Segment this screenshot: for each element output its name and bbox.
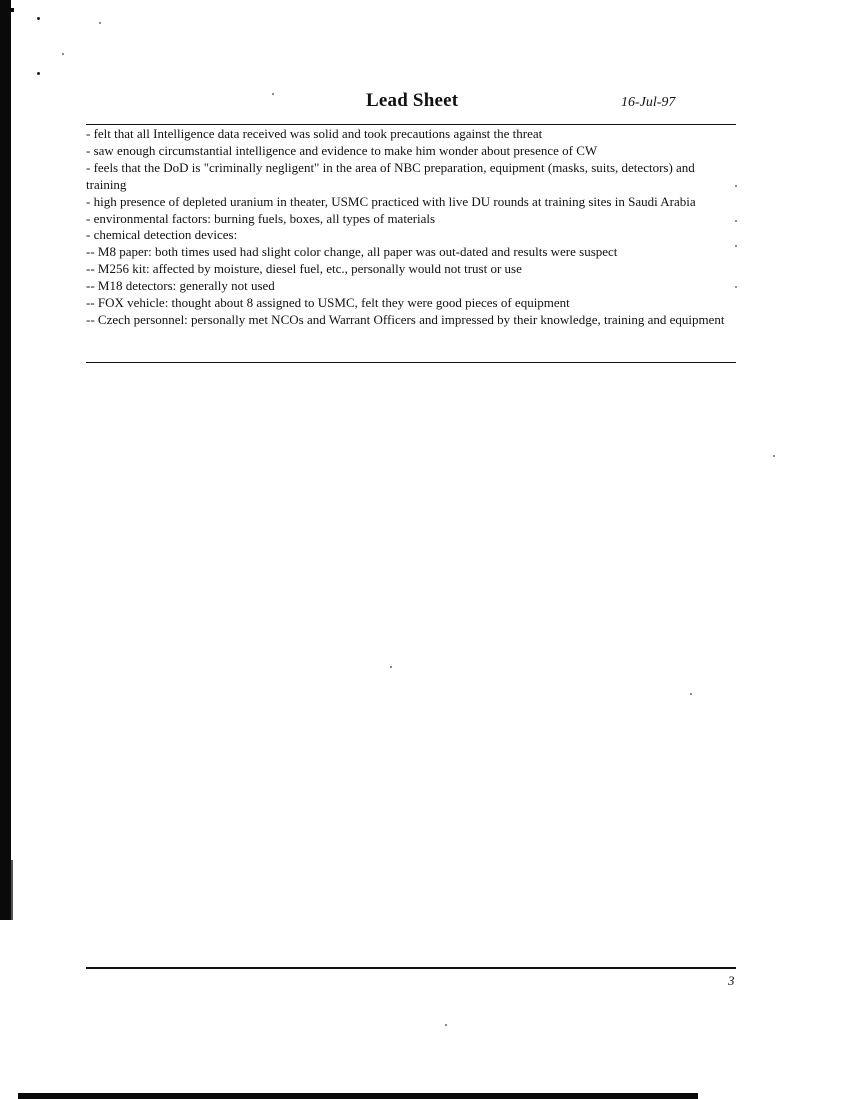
note-item: -- M256 kit: affected by moisture, diesel fuel, etc., personally would not trust or use [86,261,522,277]
note-item: -- M8 paper: both times used had slight color change, all paper was out-dated and results were suspect [86,244,618,260]
scan-speck [735,220,737,222]
note-item: - high presence of depleted uranium in theater, USMC practiced with live DU rounds at training sites in Saudi Arabia [86,193,696,209]
page-title: Lead Sheet [366,90,459,111]
note-item: - saw enough circumstantial intelligence and evidence to make him wonder about presence of CW [86,142,598,158]
page-number: 3 [728,973,735,988]
scan-speck [390,666,392,668]
scan-speck [62,53,64,55]
scan-speck [690,693,692,695]
notes-list [86,126,726,329]
scan-speck [773,455,775,457]
footer-divider [86,967,736,969]
content-divider [86,362,736,363]
scan-speck [735,185,737,187]
note-item: -- M18 detectors: generally not used [86,278,275,294]
note-item: - chemical detection devices: [86,227,238,243]
scan-speck [37,17,40,20]
scan-speck [445,1024,447,1026]
scan-border-bottom [18,1093,698,1099]
note-item: - feels that the DoD is "criminally negligent" in the area of NBC preparation, equipment (masks, suits, detectors) and training [86,159,695,192]
scan-speck [99,22,101,24]
scan-speck [272,93,274,95]
scan-speck [37,72,40,75]
document-date: 16-Jul-97 [621,95,676,110]
note-item: - environmental factors: burning fuels, boxes, all types of materials [86,210,436,226]
note-item: - felt that all Intelligence data received was solid and took precautions against the threat [86,126,543,141]
note-item: -- FOX vehicle: thought about 8 assigned to USMC, felt they were good pieces of equipment [86,295,570,311]
scan-speck [735,286,737,288]
note-item: -- Czech personnel: personally met NCOs and Warrant Officers and impressed by their knowledge, training and equipment [86,311,725,327]
scan-border-left-thin [11,860,13,920]
scan-speck [735,245,737,247]
header-divider [86,124,736,125]
scan-border-left [0,0,11,920]
